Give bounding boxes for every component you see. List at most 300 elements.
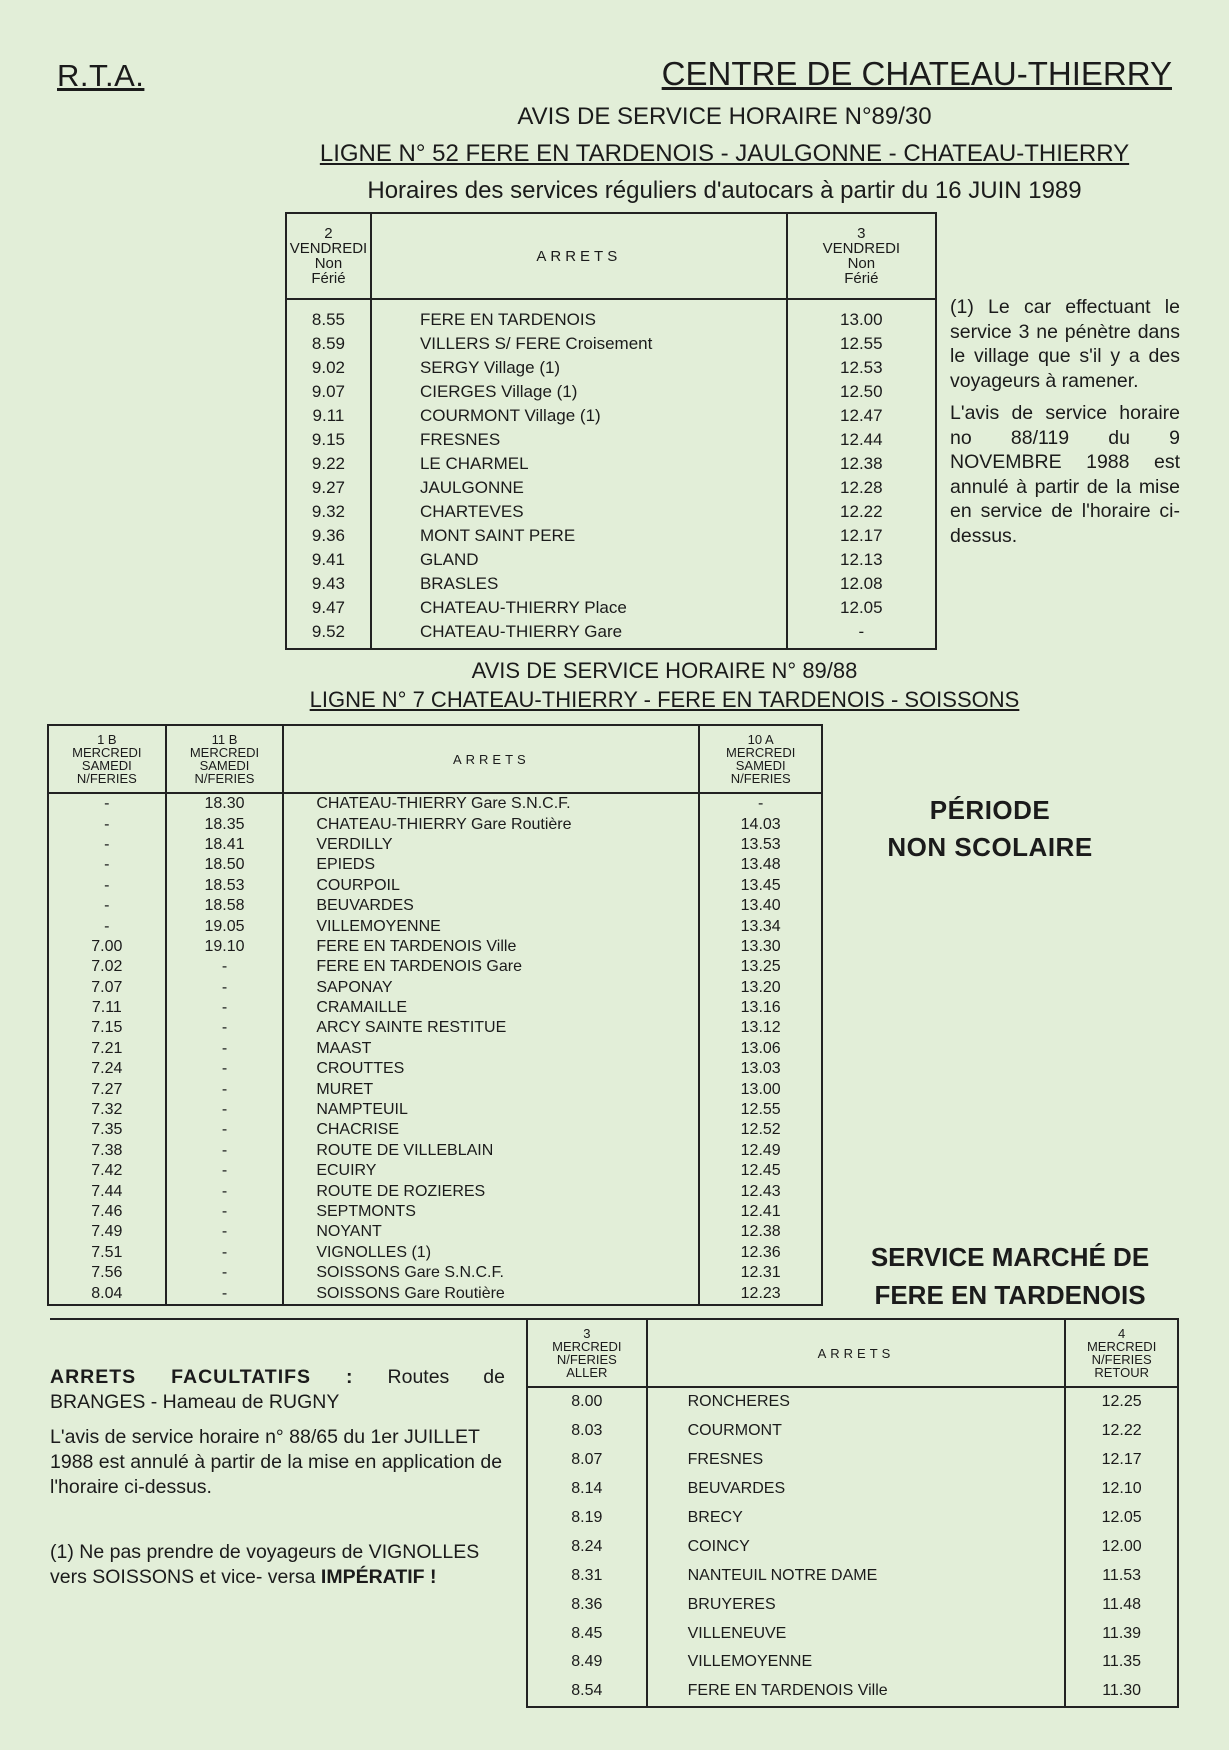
table-row — [48, 814, 822, 834]
table-row — [48, 916, 822, 936]
centre-title: CENTRE DE CHATEAU-THIERRY — [661, 55, 1172, 92]
stop-name-cell: EPIEDS — [283, 855, 699, 875]
header-line: VENDREDI — [822, 240, 901, 257]
table-header-row — [48, 725, 822, 793]
section1-ligne-text: LIGNE N° 52 FERE EN TARDENOIS - JAULGONNE - CHATEAU-THIERRY — [319, 140, 1130, 167]
time-cell: 12.50 — [787, 380, 936, 404]
table-row — [527, 1648, 1178, 1677]
header-line: MERCREDI — [72, 745, 142, 760]
header-line: MERCREDI — [189, 745, 260, 760]
time-cell: 7.35 — [48, 1120, 166, 1140]
header-line: Férié — [311, 270, 346, 287]
time-cell: 13.40 — [699, 896, 822, 916]
time-cell: - — [166, 1059, 284, 1079]
time-cell: - — [166, 1120, 284, 1140]
time-cell: 13.06 — [699, 1039, 822, 1059]
time-cell: - — [48, 835, 166, 855]
time-cell: 11.53 — [1065, 1561, 1178, 1590]
section2-ligne — [50, 687, 1229, 713]
header-line: MERCREDI — [1086, 1339, 1157, 1354]
time-cell: 8.54 — [527, 1677, 647, 1707]
time-cell: 7.49 — [48, 1222, 166, 1242]
stop-name-cell: CHARTEVES — [371, 500, 787, 524]
stop-name-cell: SEPTMONTS — [283, 1202, 699, 1222]
stop-name-cell: CHATEAU-THIERRY Gare — [371, 620, 787, 649]
stop-name-cell: MURET — [283, 1079, 699, 1099]
time-cell: 12.52 — [699, 1120, 822, 1140]
table-header-row — [527, 1319, 1178, 1387]
time-cell: 7.38 — [48, 1141, 166, 1161]
stop-name-cell: COINCY — [647, 1532, 1066, 1561]
time-cell: 13.03 — [699, 1059, 822, 1079]
section1-avis: AVIS DE SERVICE HORAIRE N°89/30 — [517, 103, 932, 130]
header-line: VENDREDI — [289, 240, 368, 257]
time-cell: 7.32 — [48, 1100, 166, 1120]
stop-name-cell: BEUVARDES — [647, 1475, 1066, 1504]
time-cell: 8.45 — [527, 1619, 647, 1648]
header-line: SAMEDI — [199, 758, 250, 773]
section2-ligne-text: LIGNE N° 7 CHATEAU-THIERRY - FERE EN TARDENOIS - SOISSONS — [309, 687, 1020, 712]
table-row — [286, 572, 936, 596]
time-cell: 18.30 — [166, 793, 284, 814]
header-line: 4 — [1118, 1326, 1126, 1341]
time-cell: 9.52 — [286, 620, 371, 649]
time-cell: - — [166, 1039, 284, 1059]
table-row — [48, 1018, 822, 1038]
time-cell: 13.20 — [699, 978, 822, 998]
time-cell: 9.11 — [286, 404, 371, 428]
note-village: (1) Le car effectuant le service 3 ne pénètre dans le village que s'il y a des voyageurs à ramener. — [950, 296, 1180, 392]
time-cell: 18.41 — [166, 835, 284, 855]
time-cell: 11.30 — [1065, 1677, 1178, 1707]
time-cell: 12.17 — [1065, 1446, 1178, 1475]
header-line: Non — [314, 255, 343, 272]
time-cell: 8.04 — [48, 1283, 166, 1304]
table-row — [48, 855, 822, 875]
header-line: ALLER — [566, 1365, 608, 1380]
time-cell: - — [166, 1100, 284, 1120]
time-cell: 13.53 — [699, 835, 822, 855]
col-header-service-3 — [787, 213, 936, 299]
time-cell: 12.49 — [699, 1141, 822, 1161]
time-cell: - — [166, 1202, 284, 1222]
time-cell: 8.07 — [527, 1446, 647, 1475]
timetable-service-marche — [526, 1318, 1179, 1708]
time-cell: 13.16 — [699, 998, 822, 1018]
stop-name-cell: JAULGONNE — [371, 476, 787, 500]
header-line: N/FERIES — [194, 771, 255, 786]
divider — [50, 1318, 526, 1320]
timetable-body — [527, 1387, 1178, 1707]
table-row — [527, 1590, 1178, 1619]
table-header-row — [286, 213, 936, 299]
time-cell: 7.02 — [48, 957, 166, 977]
stop-name-cell: CRAMAILLE — [283, 998, 699, 1018]
table-row — [48, 793, 822, 814]
time-cell: 7.56 — [48, 1263, 166, 1283]
time-cell: 18.35 — [166, 814, 284, 834]
time-cell: 8.55 — [286, 299, 371, 332]
header-line: N/FERIES — [556, 1352, 617, 1367]
time-cell: 12.45 — [699, 1161, 822, 1181]
periode-non-scolaire — [850, 792, 1130, 866]
time-cell: - — [48, 876, 166, 896]
time-cell: 12.05 — [787, 596, 936, 620]
stop-name-cell: FERE EN TARDENOIS — [371, 299, 787, 332]
time-cell: - — [166, 1243, 284, 1263]
table-row — [286, 476, 936, 500]
service-marche-title — [850, 1238, 1170, 1314]
table-row — [48, 876, 822, 896]
time-cell: 7.15 — [48, 1018, 166, 1038]
time-cell: - — [166, 1222, 284, 1242]
stop-name-cell: CHATEAU-THIERRY Gare S.N.C.F. — [283, 793, 699, 814]
time-cell: 12.53 — [787, 356, 936, 380]
time-cell: 8.59 — [286, 332, 371, 356]
time-cell: 8.14 — [527, 1475, 647, 1504]
time-cell: 7.07 — [48, 978, 166, 998]
imperatif-label: IMPÉRATIF ! — [320, 1566, 437, 1588]
table-row — [48, 835, 822, 855]
table-row — [286, 620, 936, 649]
table-row — [48, 1263, 822, 1283]
stop-name-cell: ARCY SAINTE RESTITUE — [283, 1018, 699, 1038]
stop-name-cell: VILLENEUVE — [647, 1619, 1066, 1648]
stop-name-cell: BEUVARDES — [283, 896, 699, 916]
organization-name: R.T.A. — [57, 58, 145, 93]
table-row — [527, 1387, 1178, 1417]
stop-name-cell: VILLERS S/ FERE Croisement — [371, 332, 787, 356]
time-cell: 7.42 — [48, 1161, 166, 1181]
time-cell: 12.55 — [699, 1100, 822, 1120]
header-line: N/FERIES — [76, 771, 137, 786]
time-cell: 18.50 — [166, 855, 284, 875]
time-cell: 12.25 — [1065, 1387, 1178, 1417]
marche-line: SERVICE MARCHÉ DE — [870, 1242, 1150, 1272]
stop-name-cell: VILLEMOYENNE — [647, 1648, 1066, 1677]
time-cell: 12.55 — [787, 332, 936, 356]
time-cell: - — [166, 978, 284, 998]
table-row — [48, 1161, 822, 1181]
stop-name-cell: FERE EN TARDENOIS Ville — [283, 937, 699, 957]
time-cell: 8.19 — [527, 1504, 647, 1533]
table-row — [48, 978, 822, 998]
time-cell: 12.23 — [699, 1283, 822, 1304]
stop-name-cell: RONCHERES — [647, 1387, 1066, 1417]
stop-name-cell: FRESNES — [647, 1446, 1066, 1475]
table-row — [48, 1202, 822, 1222]
time-cell: - — [166, 1263, 284, 1283]
header-line: 3 — [583, 1326, 591, 1341]
time-cell: 12.41 — [699, 1202, 822, 1222]
note-service-3 — [950, 295, 1180, 556]
time-cell: - — [166, 1079, 284, 1099]
facultatifs-text: Routes de — [387, 1366, 505, 1388]
time-cell: 12.10 — [1065, 1475, 1178, 1504]
header-line: MERCREDI — [552, 1339, 622, 1354]
header-line: N/FERIES — [1091, 1352, 1152, 1367]
table-row — [48, 1120, 822, 1140]
time-cell: 7.51 — [48, 1243, 166, 1263]
header-line: RETOUR — [1094, 1365, 1149, 1380]
col-header-service-1b — [48, 725, 166, 793]
timetable-ligne-52 — [285, 212, 937, 650]
time-cell: 13.45 — [699, 876, 822, 896]
time-cell: 18.53 — [166, 876, 284, 896]
stop-name-cell: NANTEUIL NOTRE DAME — [647, 1561, 1066, 1590]
time-cell: 12.22 — [787, 500, 936, 524]
time-cell: - — [166, 957, 284, 977]
stop-name-cell: BRECY — [647, 1504, 1066, 1533]
col-header-service-2 — [286, 213, 371, 299]
stop-name-cell: NOYANT — [283, 1222, 699, 1242]
time-cell: 9.32 — [286, 500, 371, 524]
header-line: 11 B — [211, 732, 238, 747]
table-row — [527, 1417, 1178, 1446]
table-row — [286, 404, 936, 428]
time-cell: 12.08 — [787, 572, 936, 596]
time-cell: 19.10 — [166, 937, 284, 957]
time-cell: 12.00 — [1065, 1532, 1178, 1561]
time-cell: 13.34 — [699, 916, 822, 936]
time-cell: 7.44 — [48, 1181, 166, 1201]
facultatifs-paragraph — [50, 1365, 505, 1415]
timetable-body — [286, 299, 936, 649]
time-cell: 11.48 — [1065, 1590, 1178, 1619]
time-cell: 7.27 — [48, 1079, 166, 1099]
time-cell: 9.15 — [286, 428, 371, 452]
table-row — [286, 500, 936, 524]
facultatifs-text2: BRANGES - Hameau de RUGNY — [50, 1391, 340, 1413]
header-line: MERCREDI — [726, 745, 796, 760]
table-row — [286, 548, 936, 572]
time-cell: 12.31 — [699, 1263, 822, 1283]
stop-name-cell: MAAST — [283, 1039, 699, 1059]
header-line: Férié — [844, 270, 879, 287]
table-row — [286, 356, 936, 380]
stop-name-cell: COURPOIL — [283, 876, 699, 896]
table-row — [286, 332, 936, 356]
table-row — [527, 1561, 1178, 1590]
stop-name-cell: FRESNES — [371, 428, 787, 452]
col-header-arrets: ARRETS — [647, 1319, 1066, 1387]
table-row — [286, 452, 936, 476]
stop-name-cell: CIERGES Village (1) — [371, 380, 787, 404]
timetable-ligne-7 — [47, 724, 823, 1306]
table-row — [48, 1283, 822, 1304]
time-cell: 9.22 — [286, 452, 371, 476]
time-cell: 12.44 — [787, 428, 936, 452]
stop-name-cell: SERGY Village (1) — [371, 356, 787, 380]
time-cell: - — [48, 855, 166, 875]
stop-name-cell: CHATEAU-THIERRY Gare Routière — [283, 814, 699, 834]
header-line: 2 — [324, 225, 333, 242]
stop-name-cell: GLAND — [371, 548, 787, 572]
table-row — [527, 1532, 1178, 1561]
col-header-arrets: ARRETS — [283, 725, 699, 793]
time-cell: 9.07 — [286, 380, 371, 404]
periode-line: NON SCOLAIRE — [887, 832, 1093, 862]
time-cell: 12.22 — [1065, 1417, 1178, 1446]
header-line: 3 — [857, 225, 866, 242]
table-row — [48, 998, 822, 1018]
header-line: SAMEDI — [735, 758, 786, 773]
stop-name-cell: COURMONT — [647, 1417, 1066, 1446]
stop-name-cell: FERE EN TARDENOIS Ville — [647, 1677, 1066, 1707]
time-cell: 7.21 — [48, 1039, 166, 1059]
time-cell: 13.48 — [699, 855, 822, 875]
time-cell: - — [48, 916, 166, 936]
table-row — [286, 524, 936, 548]
stop-name-cell: BRUYERES — [647, 1590, 1066, 1619]
header-line: 10 A — [747, 732, 774, 747]
time-cell: 7.00 — [48, 937, 166, 957]
stop-name-cell: SOISSONS Gare Routière — [283, 1283, 699, 1304]
stop-name-cell: COURMONT Village (1) — [371, 404, 787, 428]
timetable-body — [48, 793, 822, 1305]
annulation-note: L'avis de service horaire n° 88/65 du 1er JUILLET 1988 est annulé à partir de la mise en application de l'horaire ci-dessus. — [50, 1426, 503, 1498]
time-cell: 18.58 — [166, 896, 284, 916]
time-cell: 14.03 — [699, 814, 822, 834]
table-row — [48, 1181, 822, 1201]
time-cell: - — [166, 1181, 284, 1201]
stop-name-cell: VIGNOLLES (1) — [283, 1243, 699, 1263]
marche-line: FERE EN TARDENOIS — [874, 1280, 1146, 1310]
stop-name-cell: NAMPTEUIL — [283, 1100, 699, 1120]
time-cell: 12.36 — [699, 1243, 822, 1263]
time-cell: 13.00 — [699, 1079, 822, 1099]
stop-name-cell: SOISSONS Gare S.N.C.F. — [283, 1263, 699, 1283]
table-row — [286, 428, 936, 452]
table-row — [48, 1222, 822, 1242]
time-cell: 8.36 — [527, 1590, 647, 1619]
time-cell: 9.43 — [286, 572, 371, 596]
time-cell: - — [48, 896, 166, 916]
time-cell: - — [787, 620, 936, 649]
col-header-service-3-aller — [527, 1319, 647, 1387]
time-cell: 12.38 — [699, 1222, 822, 1242]
table-row — [48, 896, 822, 916]
table-row — [48, 957, 822, 977]
time-cell: 12.28 — [787, 476, 936, 500]
time-cell: 8.00 — [527, 1387, 647, 1417]
stop-name-cell: ROUTE DE VILLEBLAIN — [283, 1141, 699, 1161]
stop-name-cell: CHACRISE — [283, 1120, 699, 1140]
facultatifs-line — [50, 1365, 505, 1390]
time-cell: - — [166, 1141, 284, 1161]
time-cell: 7.11 — [48, 998, 166, 1018]
arrets-facultatifs — [50, 1365, 505, 1510]
stop-name-cell: SAPONAY — [283, 978, 699, 998]
header-line: Non — [847, 255, 876, 272]
time-cell: 9.47 — [286, 596, 371, 620]
stop-name-cell: VILLEMOYENNE — [283, 916, 699, 936]
col-header-service-4-retour — [1065, 1319, 1178, 1387]
header-line: 1 B — [97, 732, 117, 747]
col-header-arrets: ARRETS — [371, 213, 787, 299]
table-row — [48, 1079, 822, 1099]
time-cell: 7.46 — [48, 1202, 166, 1222]
time-cell: 8.31 — [527, 1561, 647, 1590]
time-cell: 9.41 — [286, 548, 371, 572]
time-cell: 9.27 — [286, 476, 371, 500]
stop-name-cell: ROUTE DE ROZIERES — [283, 1181, 699, 1201]
time-cell: 12.17 — [787, 524, 936, 548]
time-cell: 13.25 — [699, 957, 822, 977]
time-cell: 9.02 — [286, 356, 371, 380]
table-row — [527, 1677, 1178, 1707]
time-cell: 12.47 — [787, 404, 936, 428]
table-row — [286, 596, 936, 620]
stop-name-cell: ECUIRY — [283, 1161, 699, 1181]
stop-name-cell: LE CHARMEL — [371, 452, 787, 476]
time-cell: 8.03 — [527, 1417, 647, 1446]
section2-avis: AVIS DE SERVICE HORAIRE N° 89/88 — [471, 658, 858, 683]
stop-name-cell: BRASLES — [371, 572, 787, 596]
table-row — [286, 299, 936, 332]
time-cell: 12.43 — [699, 1181, 822, 1201]
table-row — [48, 1141, 822, 1161]
time-cell: 13.30 — [699, 937, 822, 957]
stop-name-cell: MONT SAINT PERE — [371, 524, 787, 548]
time-cell: 11.39 — [1065, 1619, 1178, 1648]
table-row — [286, 380, 936, 404]
section1-horaires: Horaires des services réguliers d'autocars à partir du 16 JUIN 1989 — [367, 177, 1082, 204]
time-cell: - — [48, 814, 166, 834]
table-row — [48, 1059, 822, 1079]
time-cell: 12.38 — [787, 452, 936, 476]
vignolles-text: (1) Ne pas prendre de voyageurs de VIGNOLLES vers SOISSONS et vice- versa — [50, 1541, 480, 1588]
time-cell: 7.24 — [48, 1059, 166, 1079]
table-row — [527, 1619, 1178, 1648]
time-cell: - — [699, 793, 822, 814]
section1-ligne — [110, 140, 1229, 168]
time-cell: - — [166, 998, 284, 1018]
table-row — [527, 1446, 1178, 1475]
table-row — [48, 1039, 822, 1059]
stop-name-cell: FERE EN TARDENOIS Gare — [283, 957, 699, 977]
stop-name-cell: CHATEAU-THIERRY Place — [371, 596, 787, 620]
col-header-service-10a — [699, 725, 822, 793]
vignolles-note — [50, 1540, 510, 1590]
time-cell: - — [166, 1283, 284, 1304]
header-line: SAMEDI — [81, 758, 132, 773]
time-cell: - — [166, 1161, 284, 1181]
table-row — [48, 1243, 822, 1263]
time-cell: - — [48, 793, 166, 814]
facultatifs-label: ARRETS FACULTATIFS : — [50, 1366, 354, 1388]
table-row — [48, 1100, 822, 1120]
table-row — [527, 1504, 1178, 1533]
periode-line: PÉRIODE — [929, 795, 1051, 825]
header-line: N/FERIES — [730, 771, 791, 786]
time-cell: - — [166, 1018, 284, 1038]
note-annulation: L'avis de service horaire no 88/119 du 9 NOVEMBRE 1988 est annulé à partir de la mise en service de l'horaire ci-dessus. — [950, 402, 1180, 547]
time-cell: 13.00 — [787, 299, 936, 332]
time-cell: 13.12 — [699, 1018, 822, 1038]
time-cell: 19.05 — [166, 916, 284, 936]
time-cell: 12.05 — [1065, 1504, 1178, 1533]
col-header-service-11b — [166, 725, 284, 793]
table-row — [527, 1475, 1178, 1504]
time-cell: 11.35 — [1065, 1648, 1178, 1677]
time-cell: 12.13 — [787, 548, 936, 572]
time-cell: 8.24 — [527, 1532, 647, 1561]
time-cell: 8.49 — [527, 1648, 647, 1677]
stop-name-cell: VERDILLY — [283, 835, 699, 855]
table-row — [48, 937, 822, 957]
stop-name-cell: CROUTTES — [283, 1059, 699, 1079]
